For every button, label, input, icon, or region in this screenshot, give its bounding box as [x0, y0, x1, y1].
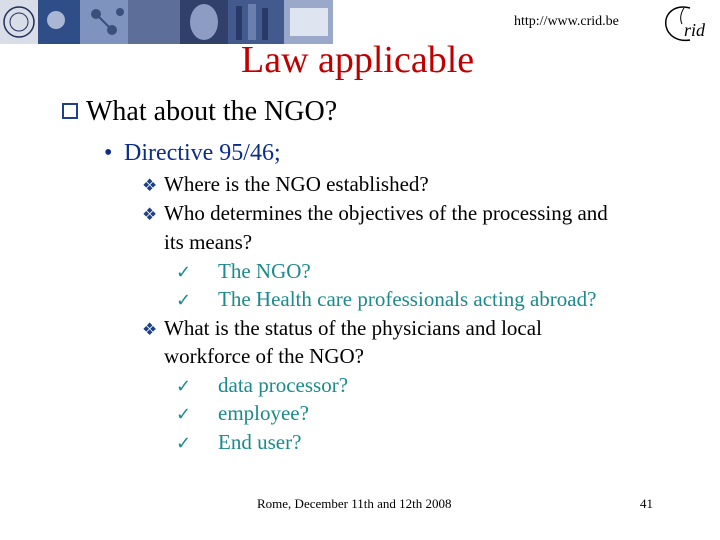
- list-item-continuation: workforce of the NGO?: [164, 344, 365, 368]
- sub-item-text: End user?: [218, 430, 302, 454]
- sub-item: [176, 287, 596, 312]
- square-bullet-icon: [62, 103, 78, 119]
- question-text: What about the NGO?: [86, 96, 338, 127]
- check-icon: ✓: [176, 290, 192, 311]
- header-url: http://www.crid.be: [514, 14, 619, 29]
- sub-item: [176, 430, 301, 455]
- diamond-bullet-icon: ❖: [142, 205, 158, 224]
- page-number: 41: [640, 496, 653, 511]
- sub-item-text: The NGO?: [218, 259, 311, 283]
- sub-item: [176, 259, 311, 284]
- check-icon: ✓: [176, 433, 192, 454]
- list-item: [142, 316, 542, 341]
- list-item-text: What is the status of the physicians and local: [164, 316, 542, 340]
- directive-bullet: [104, 140, 281, 167]
- diamond-bullet-icon: ❖: [142, 320, 158, 339]
- list-item-text: Where is the NGO established?: [164, 172, 429, 196]
- sub-item: [176, 401, 309, 426]
- svg-text:rid: rid: [684, 20, 706, 40]
- dot-bullet-icon: •: [104, 140, 113, 166]
- list-item-continuation: its means?: [164, 230, 253, 254]
- footer-text: Rome, December 11th and 12th 2008: [257, 496, 452, 511]
- sub-item-text: employee?: [218, 401, 309, 425]
- crid-logo: [660, 4, 706, 44]
- check-icon: ✓: [176, 404, 192, 425]
- list-item-text: Who determines the objectives of the processing and: [164, 201, 608, 225]
- list-item: [142, 201, 608, 226]
- check-icon: ✓: [176, 376, 192, 397]
- sub-item-text: data processor?: [218, 373, 349, 397]
- directive-text: Directive 95/46;: [124, 140, 281, 166]
- list-item: [142, 172, 429, 197]
- question-line: [62, 96, 337, 128]
- diamond-bullet-icon: ❖: [142, 176, 158, 195]
- slide-title: Law applicable: [241, 39, 475, 81]
- sub-item: [176, 373, 348, 398]
- check-icon: ✓: [176, 262, 192, 283]
- sub-item-text: The Health care professionals acting abroad?: [218, 287, 597, 311]
